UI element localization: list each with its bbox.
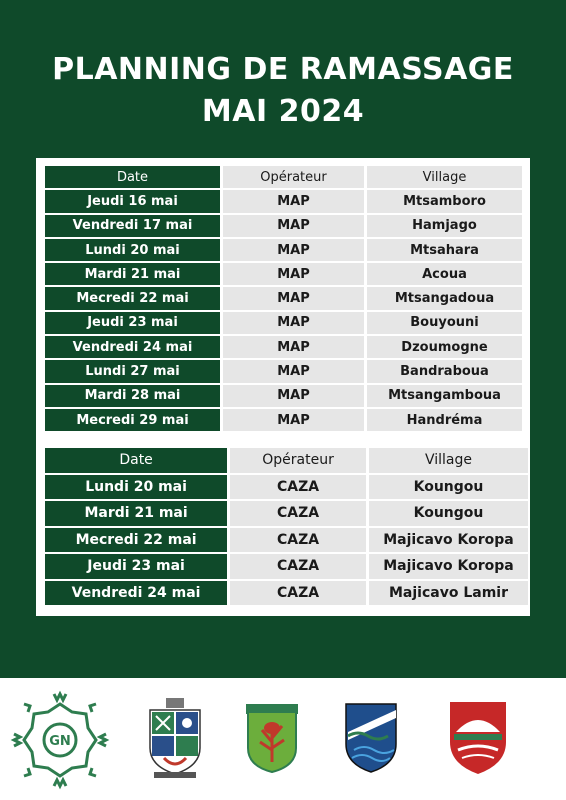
- caza-schedule-table: [42, 446, 531, 607]
- cell-operator: MAP: [223, 336, 364, 358]
- table-row: [45, 239, 522, 261]
- table-row: [45, 528, 528, 553]
- table-row: [45, 215, 522, 237]
- cell-village: Mtsahara: [367, 239, 522, 261]
- table-row: [45, 360, 522, 382]
- schedule-sheet: [36, 158, 530, 616]
- header-date: Date: [45, 166, 220, 188]
- page-title: PLANNING DE RAMASSAGE: [52, 52, 514, 87]
- blue-wave-shield-icon: [344, 702, 398, 774]
- table-row: [45, 581, 528, 606]
- table-row: [45, 312, 522, 334]
- table-row: [45, 554, 528, 579]
- table-row: [45, 287, 522, 309]
- cell-operator: MAP: [223, 190, 364, 212]
- coat-of-arms-shield-icon: [144, 696, 206, 780]
- cell-village: Hamjago: [367, 215, 522, 237]
- table-row: [45, 336, 522, 358]
- cell-operator: MAP: [223, 263, 364, 285]
- cell-operator: MAP: [223, 312, 364, 334]
- cell-date: Mecredi 22 mai: [45, 528, 227, 553]
- cell-date: Jeudi 23 mai: [45, 554, 227, 579]
- header-operator: Opérateur: [230, 448, 366, 473]
- svg-text:GN: GN: [49, 734, 71, 749]
- cell-village: Mtsamboro: [367, 190, 522, 212]
- header-operator: Opérateur: [223, 166, 364, 188]
- cell-village: Koungou: [369, 475, 528, 500]
- cell-date: Lundi 20 mai: [45, 239, 220, 261]
- cell-operator: MAP: [223, 385, 364, 407]
- red-tree-shield-icon: [244, 702, 300, 776]
- gn-emblem-icon: [10, 690, 110, 790]
- cell-village: Koungou: [369, 501, 528, 526]
- cell-operator: MAP: [223, 409, 364, 431]
- cell-operator: CAZA: [230, 554, 366, 579]
- cell-village: Mtsangadoua: [367, 287, 522, 309]
- cell-village: Bandraboua: [367, 360, 522, 382]
- cell-operator: MAP: [223, 239, 364, 261]
- cell-date: Vendredi 24 mai: [45, 581, 227, 606]
- cell-date: Mecredi 22 mai: [45, 287, 220, 309]
- cell-operator: MAP: [223, 360, 364, 382]
- partner-logos-strip: [0, 678, 566, 800]
- cell-date: Lundi 20 mai: [45, 475, 227, 500]
- page-subtitle: MAI 2024: [201, 94, 365, 129]
- header-village: Village: [367, 166, 522, 188]
- cell-village: Dzoumogne: [367, 336, 522, 358]
- cell-date: Lundi 27 mai: [45, 360, 220, 382]
- cell-operator: CAZA: [230, 501, 366, 526]
- table-row: [45, 385, 522, 407]
- table-row: [45, 501, 528, 526]
- cell-village: Acoua: [367, 263, 522, 285]
- cell-operator: CAZA: [230, 581, 366, 606]
- cell-village: Bouyouni: [367, 312, 522, 334]
- cell-date: Mardi 21 mai: [45, 263, 220, 285]
- cell-village: Mtsangamboua: [367, 385, 522, 407]
- cell-village: Majicavo Koropa: [369, 554, 528, 579]
- cell-date: Mecredi 29 mai: [45, 409, 220, 431]
- cell-village: Majicavo Koropa: [369, 528, 528, 553]
- cell-date: Jeudi 23 mai: [45, 312, 220, 334]
- cell-date: Mardi 28 mai: [45, 385, 220, 407]
- table-row: [45, 263, 522, 285]
- table-row: [45, 190, 522, 212]
- red-dome-shield-icon: [446, 698, 510, 778]
- cell-date: Vendredi 24 mai: [45, 336, 220, 358]
- header-village: Village: [369, 448, 528, 473]
- cell-village: Handréma: [367, 409, 522, 431]
- cell-operator: MAP: [223, 287, 364, 309]
- cell-date: Mardi 21 mai: [45, 501, 227, 526]
- cell-operator: MAP: [223, 215, 364, 237]
- table-row: [45, 475, 528, 500]
- cell-village: Majicavo Lamir: [369, 581, 528, 606]
- table-row: [45, 409, 522, 431]
- cell-operator: CAZA: [230, 528, 366, 553]
- cell-operator: CAZA: [230, 475, 366, 500]
- cell-date: Vendredi 17 mai: [45, 215, 220, 237]
- cell-date: Jeudi 16 mai: [45, 190, 220, 212]
- header-date: Date: [45, 448, 227, 473]
- map-schedule-table: [42, 164, 525, 433]
